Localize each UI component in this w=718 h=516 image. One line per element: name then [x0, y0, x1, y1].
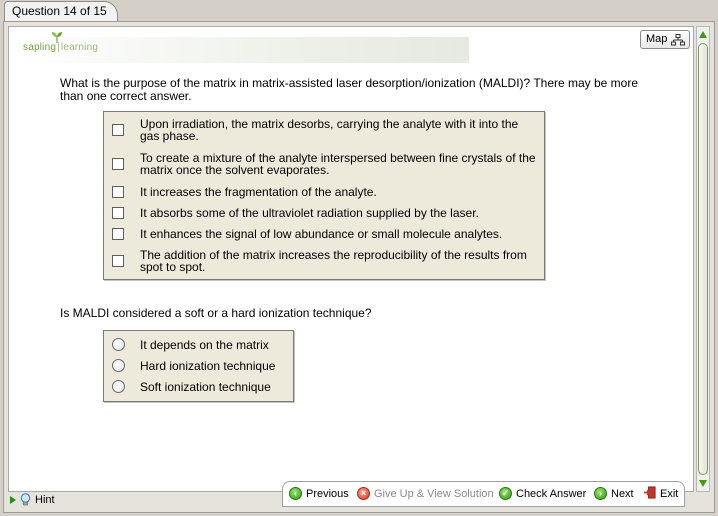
q2-option-3-radio[interactable] — [112, 380, 125, 393]
give-up-x-icon: × — [357, 487, 370, 500]
sprout-icon — [51, 31, 63, 43]
question1-options-box — [103, 111, 545, 280]
lightbulb-icon — [20, 493, 31, 507]
check-answer-button[interactable] — [499, 482, 591, 506]
q1-option-6-checkbox[interactable] — [112, 255, 124, 267]
sapling-learning-logo: sapling|learning — [23, 42, 98, 53]
q2-option-3-label: Soft ionization technique — [140, 380, 271, 394]
q1-option-1-checkbox[interactable] — [112, 124, 124, 136]
exit-button[interactable] — [643, 482, 683, 506]
q1-option-2-checkbox[interactable] — [112, 158, 124, 170]
q1-option-4-label: It absorbs some of the ultraviolet radiation supplied by the laser. — [140, 206, 479, 220]
exit-label: Exit — [660, 488, 679, 500]
q2-option-2-label: Hard ionization technique — [140, 359, 276, 373]
next-arrow-icon: › — [594, 487, 607, 500]
exit-door-icon — [643, 486, 656, 499]
map-label: Map — [646, 33, 668, 45]
hint-button[interactable] — [8, 491, 288, 509]
q2-option-1-label: It depends on the matrix — [140, 338, 269, 352]
q1-option-3-label: It increases the fragmentation of the analyte. — [140, 185, 377, 199]
tab-bar — [0, 0, 718, 22]
give-up-button[interactable] — [357, 482, 495, 506]
map-tree-icon — [671, 34, 685, 46]
q1-option-5-checkbox[interactable] — [112, 228, 124, 240]
q1-option-6-label: The addition of the matrix increases the reproducibility of the results from spot to spot. — [140, 248, 527, 274]
q1-option-3-checkbox[interactable] — [112, 186, 124, 198]
checkmark-icon: ✓ — [499, 487, 512, 500]
previous-arrow-icon: ‹ — [289, 487, 302, 500]
navigation-bar — [282, 481, 685, 507]
logo-text-left: sapling — [23, 42, 57, 53]
scroll-thumb[interactable] — [698, 43, 708, 475]
next-button[interactable] — [594, 482, 639, 506]
next-label: Next — [611, 488, 634, 500]
question1-text: What is the purpose of the matrix in matrix-assisted laser desorption/ionization (MALDI)? There may be more than one correct answer. — [60, 76, 639, 103]
vertical-scrollbar[interactable] — [696, 26, 710, 492]
q1-option-4-checkbox[interactable] — [112, 207, 124, 219]
q1-option-1-label: Upon irradiation, the matrix desorbs, carrying the analyte with it into the gas phase. — [140, 117, 519, 143]
q2-option-1-radio[interactable] — [112, 338, 125, 351]
header-strip — [17, 37, 469, 63]
question2-text: Is MALDI considered a soft or a hard ionization technique? — [60, 306, 372, 320]
previous-button[interactable] — [289, 482, 353, 506]
expand-triangle-icon — [10, 496, 16, 504]
q1-option-2-label: To create a mixture of the analyte interspersed between fine crystals of the matrix once the solvent evaporates. — [140, 151, 536, 177]
question2-options-box — [103, 330, 294, 402]
tab-question-counter[interactable]: Question 14 of 15 — [4, 1, 118, 22]
check-answer-label: Check Answer — [516, 488, 587, 500]
scroll-down-icon[interactable] — [699, 480, 707, 487]
q1-option-5-label: It enhances the signal of low abundance or small molecule analytes. — [140, 227, 503, 241]
q2-option-2-radio[interactable] — [112, 359, 125, 372]
hint-label: Hint — [35, 494, 55, 506]
logo-text-right: learning — [60, 42, 99, 53]
map-button[interactable] — [640, 30, 690, 49]
scroll-up-icon[interactable] — [699, 31, 707, 38]
question-content — [8, 26, 694, 492]
previous-label: Previous — [306, 488, 349, 500]
give-up-label: Give Up & View Solution — [374, 488, 494, 500]
